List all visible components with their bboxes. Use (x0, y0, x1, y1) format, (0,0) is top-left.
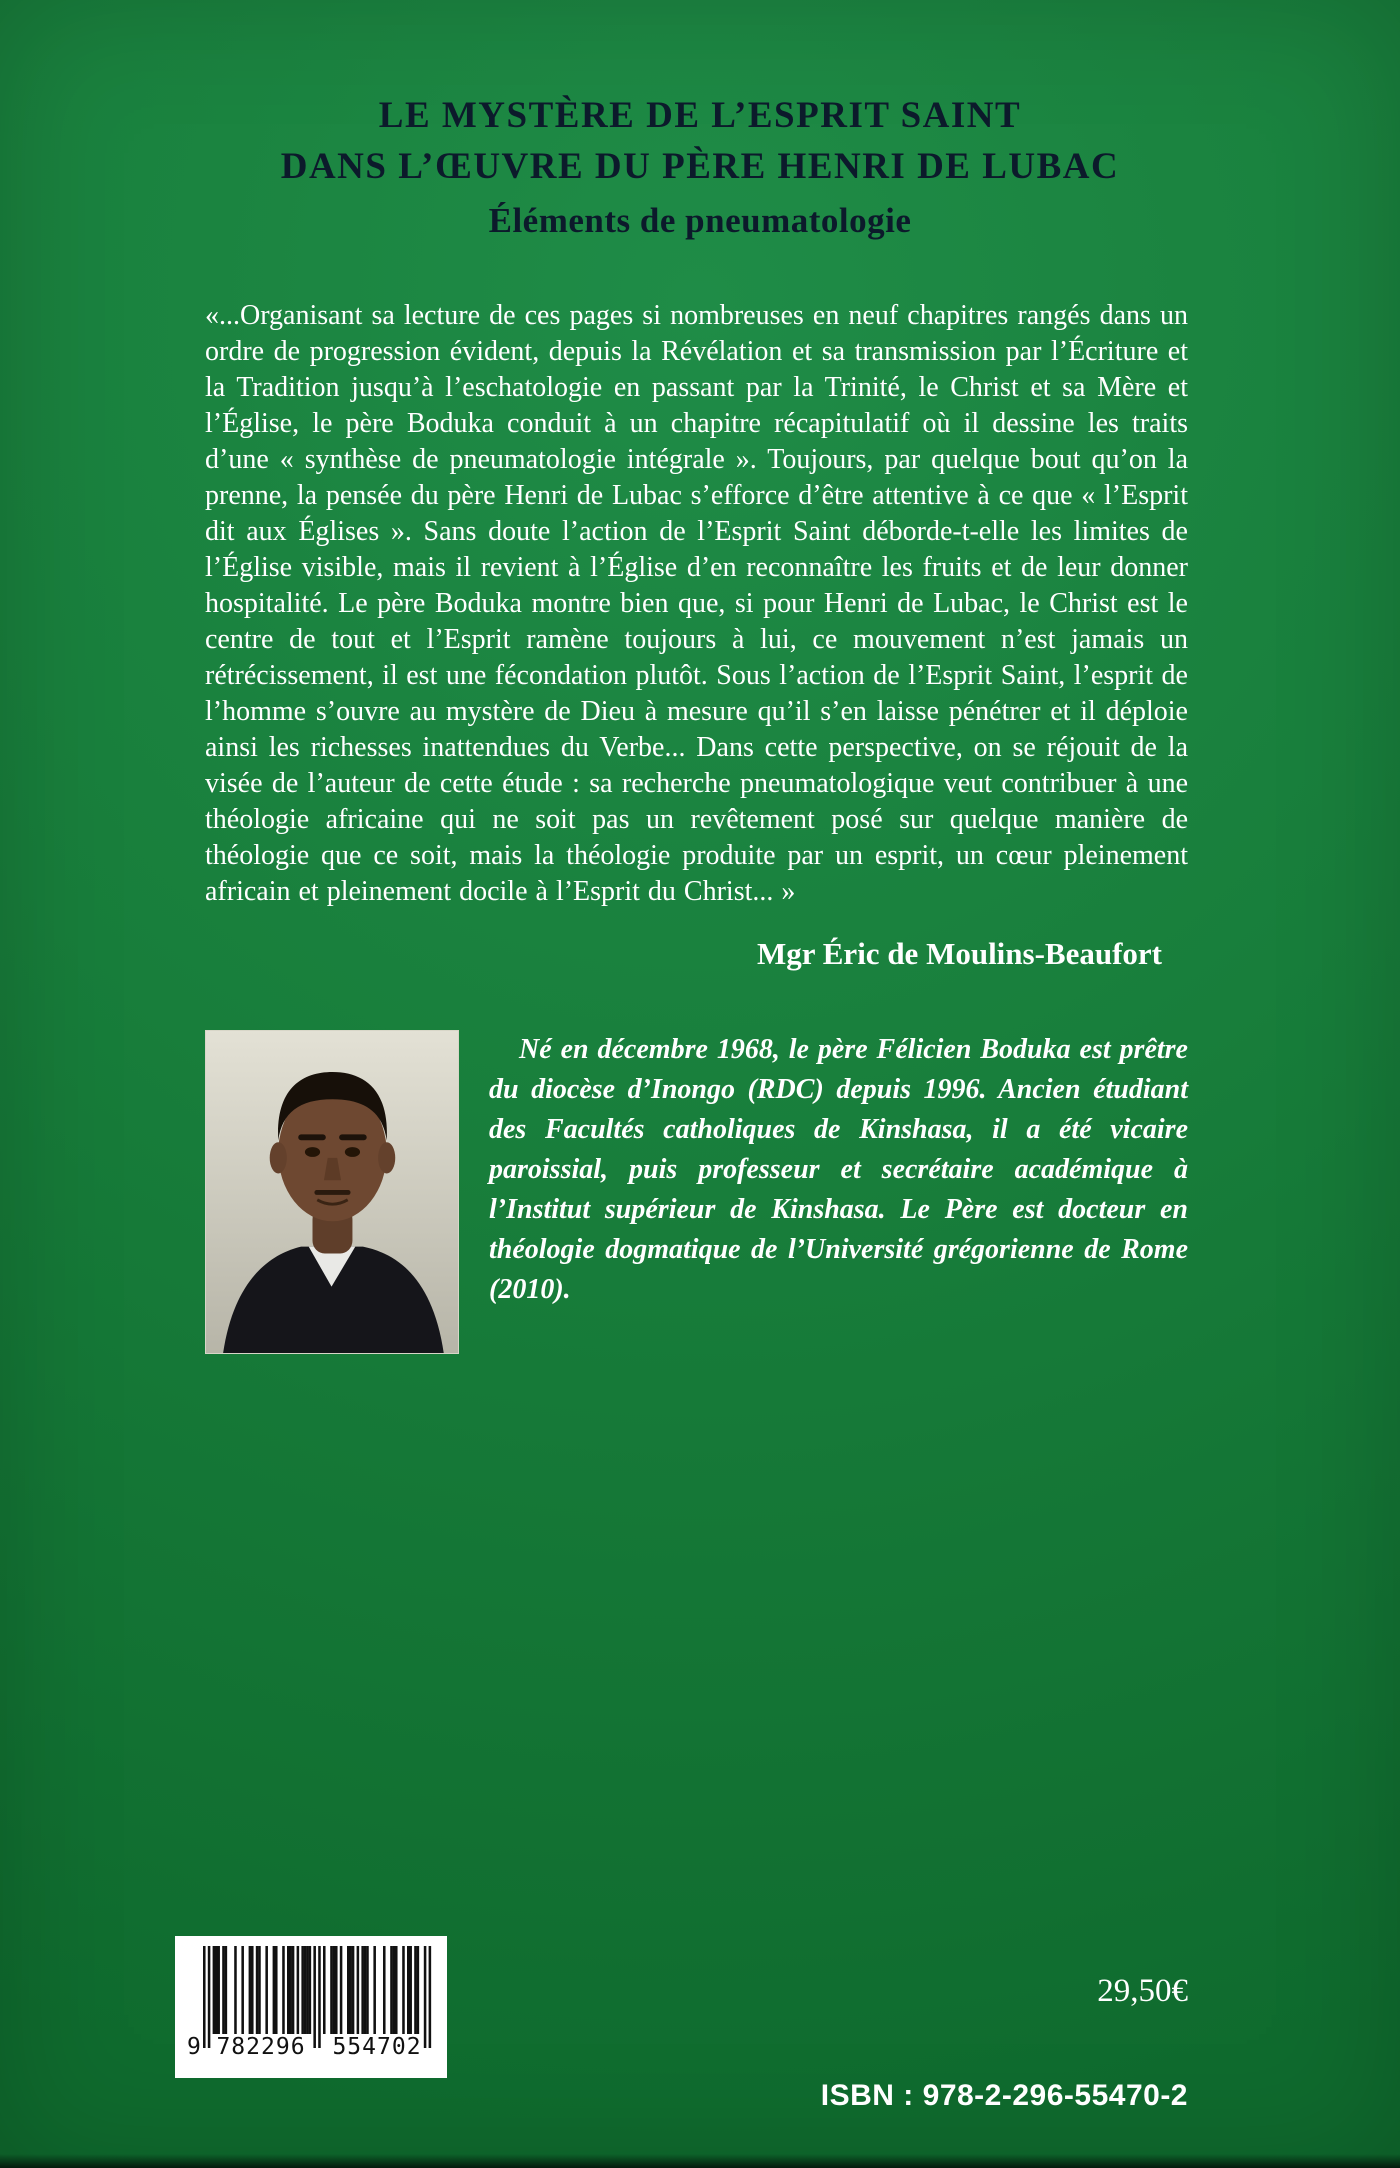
isbn-label: ISBN : 978-2-296-55470-2 (820, 2079, 1188, 2112)
barcode (175, 1936, 447, 2078)
author-portrait-illustration (206, 1031, 458, 1353)
author-photo (205, 1030, 459, 1354)
book-title-line-1: LE MYSTÈRE DE L’ESPRIT SAINT (378, 95, 1022, 136)
book-subtitle: Éléments de pneumatologie (488, 201, 912, 240)
quote-attribution: Mgr Éric de Moulins-Beaufort (757, 936, 1162, 971)
price-label: 29,50€ (1097, 1973, 1188, 2009)
author-bio: Né en décembre 1968, le père Félicien Boduka est prêtre du diocèse d’Inongo (RDC) depuis 1996. Ancien étudiant des Facultés catholiques de Kinshasa, il a été vicaire paroissial, puis professeur et secrétaire académique à l’Institut supérieur de Kinshasa. Le Père est docteur en théologie dogmatique de l’Université grégorienne de Rome (2010). (489, 1034, 1188, 1305)
back-cover-quote: «...Organisant sa lecture de ces pages si nombreuses en neuf chapitres rangés dans un ordre de progression évident, depuis la Révélation et sa transmission par l’Écriture et la Tradition jusqu’à l’eschatologie en passant par la Trinité, le Christ et sa Mère et l’Église, le père Boduka conduit à un chapitre récapitulatif où il dessine les traits d’une « synthèse de pneumatologie intégrale ». Toujours, par quelque bout qu’on la prenne, la pensée du père Henri de Lubac s’efforce d’être attentive à ce que « l’Esprit dit aux Églises ». Sans doute l’action de l’Esprit Saint déborde-t-elle les limites de l’Église visible, mais il revient à l’Église d’en reconnaître les fruits et de leur donner hospitalité. Le père Boduka montre bien que, si pour Henri de Lubac, le Christ est le centre de tout et l’Esprit ramène toujours à lui, ce mouvement n’est jamais un rétrécissement, il est une fécondation plutôt. Sous l’action de l’Esprit Saint, l’esprit de l’homme s’ouvre au mystère de Dieu à mesure qu’il s’en laisse pénétrer et il déploie ainsi les richesses inattendues du Verbe... Dans cette perspective, on se réjouit de la visée de l’auteur de cette étude : sa recherche pneumatologique veut contribuer à une théologie africaine qui ne soit pas un revêtement posé sur quelque manière de théologie que ce soit, mais la théologie produite par un esprit, un cœur pleinement africain et pleinement docile à l’Esprit du Christ... » (205, 300, 1188, 907)
book-title-line-2: DANS L’ŒUVRE DU PÈRE HENRI DE LUBAC (280, 146, 1120, 187)
title-block (0, 0, 1400, 244)
barcode-digits: 9 782296 554702 (187, 2034, 422, 2060)
bottom-edge-shadow (0, 2154, 1400, 2168)
author-section (205, 1030, 1188, 1354)
